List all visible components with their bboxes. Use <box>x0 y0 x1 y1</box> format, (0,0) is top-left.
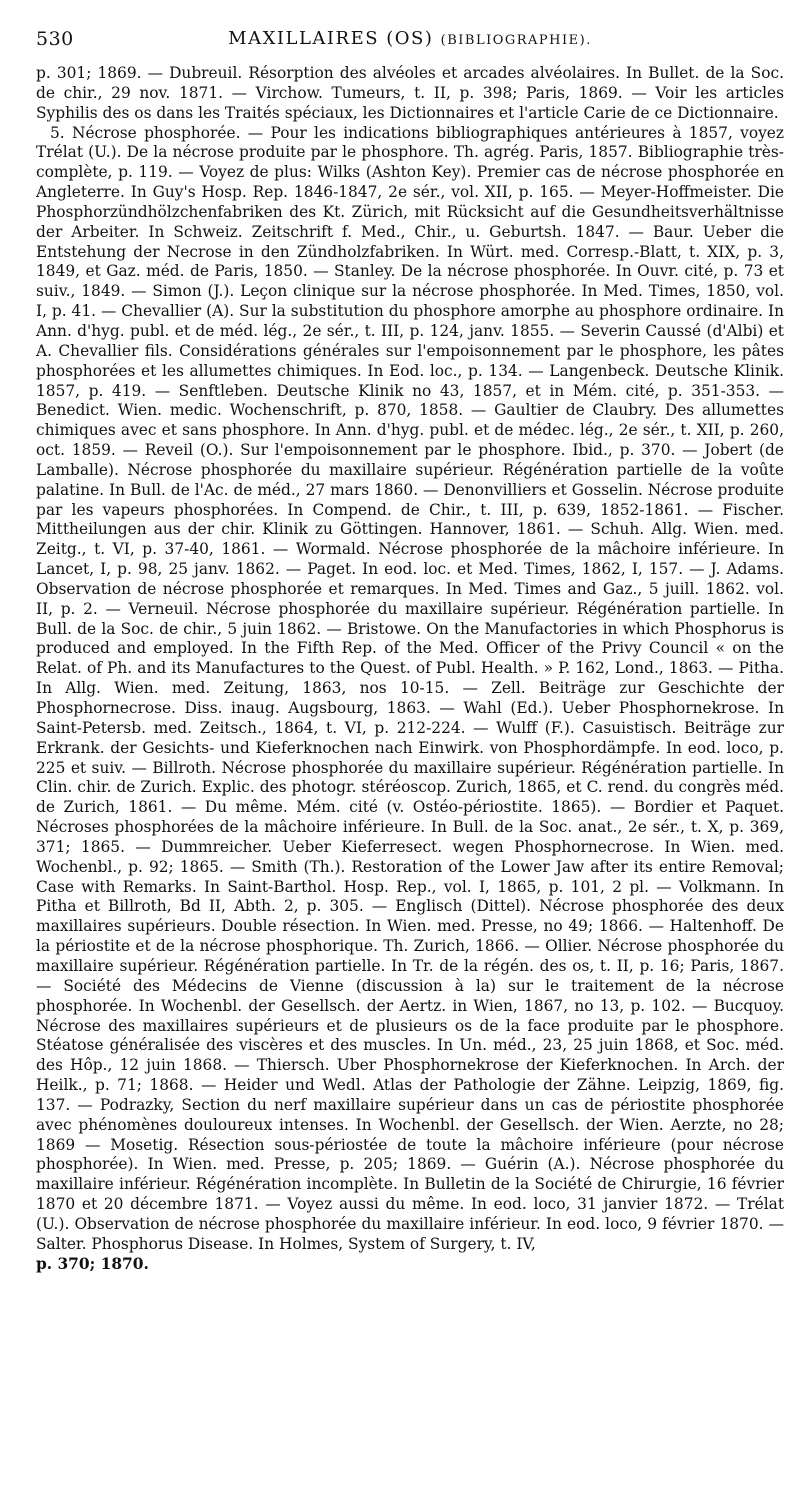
bibliography-paragraph-end: p. 370; 1870. <box>36 1254 149 1273</box>
page-header <box>36 28 784 58</box>
running-title-main: MAXILLAIRES (OS) <box>228 28 434 49</box>
bibliography-text <box>36 64 784 1274</box>
bibliography-paragraph-continued: p. 301; 1869. — Dubreuil. Résorption des alvéoles et arcades alvéolaires. In Bullet. de la Soc. de chir., 29 nov. 1871. — Virchow. Tumeurs, t. II, p. 398; Paris, 1869. — Voir les articles Syphilis des os dans les Traités spéciaux, les Dictionnaires et l'article Carie de ce Dictionnaire. <box>36 64 784 122</box>
running-title-sub: (BIBLIOGRAPHIE). <box>440 33 592 48</box>
bibliography-paragraph-phosphorus-necrosis: 5. Nécrose phosphorée. — Pour les indications bibliographiques antérieures à 1857, voyez Trélat (U.). De la nécrose produite par le phosphore. Th. agrég. Paris, 1857. Bibliographie très-complète, p. 119. — Voyez de plus: Wilks (Ashton Key). Premier cas de nécrose phosphorée en Angleterre. In Guy's Hosp. Rep. 1846-1847, 2e sér., vol. XII, p. 165. — Meyer-Hoffmeister. Die Phosphorzündhölzchenfabriken des Kt. Zürich, mit Rücksicht auf die Gesundheitsverhältnisse der Arbeiter. In Schweiz. Zeitschrift f. Med., Chir., u. Geburtsh. 1847. — Baur. Ueber die Entstehung der Necrose in den Zündholzfabriken. In Würt. med. Corresp.-Blatt, t. XIX, p. 3, 1849, et Gaz. méd. de Paris, 1850. — Stanley. De la nécrose phosphorée. In Ouvr. cité, p. 73 et suiv., 1849. — Simon (J.). Leçon clinique sur la nécrose phosphorée. In Med. Times, 1850, vol. I, p. 41. — Chevallier (A). Sur la substitution du phosphore amorphe au phosphore ordinaire. In Ann. d'hyg. publ. et de méd. lég., 2e sér., t. III, p. 124, janv. 1855. — Severin Caussé (d'Albi) et A. Chevallier fils. Considérations générales sur l'empoisonnement par le phosphore, les pâtes phosphorées et les allumettes chimiques. In Eod. loc., p. 134. — Langenbeck. Deutsche Klinik. 1857, p. 419. — Senftleben. Deutsche Klinik no 43, 1857, et in Mém. cité, p. 351-353. — Benedict. Wien. medic. Wochenschrift, p. 870, 1858. — Gaultier de Claubry. Des allumettes chimiques avec et sans phosphore. In Ann. d'hyg. publ. et de médec. lég., 2e sér., t. XII, p. 260, oct. 1859. — Reveil (O.). Sur l'empoisonnement par le phosphore. Ibid., p. 370. — Jobert (de Lamballe). Nécrose phosphorée du maxillaire supérieur. Régénération partielle de la voûte palatine. In Bull. de l'Ac. de méd., 27 mars 1860. — Denonvilliers et Gosselin. Nécrose produite par les vapeurs phosphorées. In Compend. de Chir., t. III, p. 639, 1852-1861. — Fischer. Mittheilungen aus der chir. Klinik zu Göttingen. Hannover, 1861. — Schuh. Allg. Wien. med. Zeitg., t. VI, p. 37-40, 1861. — Wormald. Nécrose phosphorée de la mâchoire inférieure. In Lancet, I, p. 98, 25 janv. 1862. — Paget. In eod. loc. et Med. Times, 1862, I, 157. — J. Adams. Observation de nécrose phosphorée et remarques. In Med. Times and Gaz., 5 juill. 1862. vol. II, p. 2. — Verneuil. Nécrose phosphorée du maxillaire supérieur. Régénération partielle. In Bull. de la Soc. de chir., 5 juin 1862. — Bristowe. On the Manufactories in which Phosphorus is produced and employed. In the Fifth Rep. of the Med. Officer of the Privy Council « on the Relat. of Ph. and its Manufactures to the Quest. of Publ. Health. » P. 162, Lond., 1863. — Pitha. In Allg. Wien. med. Zeitung, 1863, nos 10-15. — Zell. Beiträge zur Geschichte der Phosphornecrose. Diss. inaug. Augsbourg, 1863. — Wahl (Ed.). Ueber Phosphornekrose. In Saint-Petersb. med. Zeitsch., 1864, t. VI, p. 212-224. — Wulff (F.). Casuistisch. Beiträge zur Erkrank. der Gesichts- und Kieferknochen nach Einwirk. von Phosphordämpfe. In eod. loco, p. 225 et suiv. — Billroth. Nécrose phosphorée du maxillaire supérieur. Régénération partielle. In Clin. chir. de Zurich. Explic. des photogr. stéréoscop. Zurich, 1865, et C. rend. du congrès méd. de Zurich, 1861. — Du même. Mém. cité (v. Ostéo-périostite. 1865). — Bordier et Paquet. Nécroses phosphorées de la mâchoire inférieure. In Bull. de la Soc. anat., 2e sér., t. X, p. 369, 371; 1865. — Dummreicher. Ueber Kieferresect. wegen Phosphornecrose. In Wien. med. Wochenbl., p. 92; 1865. — Smith (Th.). Restoration of the Lower Jaw after its entire Removal; Case with Remarks. In Saint-Barthol. Hosp. Rep., vol. I, 1865, p. 101, 2 pl. — Volkmann. In Pitha et Billroth, Bd II, Abth. 2, p. 305. — Englisch (Dittel). Nécrose phosphorée des deux maxillaires supérieurs. Double résection. In Wien. med. Presse, no 49; 1866. — Haltenhoff. De la périostite et de la nécrose phosphorique. Th. Zurich, 1866. — Ollier. Nécrose phosphorée du maxillaire supérieur. Régénération partielle. In Tr. de la régén. des os, t. II, p. 16; Paris, 1867. — Société des Médecins de Vienne (discussion à la) sur le traitement de la nécrose phosphorée. In Wochenbl. der Gesellsch. der Aertz. in Wien, 1867, no 13, p. 102. — Bucquoy. Nécrose des maxillaires supérieurs et de plusieurs os de la face produite par le phosphore. Stéatose généralisée des viscères et des muscles. In Un. méd., 23, 25 juin 1868, et Soc. méd. des Hôp., 12 juin 1868. — Thiersch. Uber Phosphornekrose der Kieferknochen. In Arch. der Heilk., p. 71; 1868. — Heider und Wedl. Atlas der Pathologie der Zähne. Leipzig, 1869, fig. 137. — Podrazky, Section du nerf maxillaire supérieur dans un cas de périostite phosphorée avec phénomènes douloureux intenses. In Wochenbl. der Gesellsch. der Wien. Aerzte, no 28; 1869 — Mosetig. Résection sous-périostée de toute la mâchoire inférieure (pour nécrose phosphorée). In Wien. med. Presse, p. 205; 1869. — Guérin (A.). Nécrose phosphorée du maxillaire inférieur. Régénération incomplète. In Bulletin de la Société de Chirurgie, 16 février 1870 et 20 décembre 1871. — Voyez aussi du même. In eod. loco, 31 janvier 1872. — Trélat (U.). Observation de nécrose phosphorée du maxillaire inférieur. In eod. loco, 9 février 1870. — Salter. Phosphorus Disease. In Holmes, System of Surgery, t. IV, <box>36 123 784 1253</box>
running-title <box>36 28 784 49</box>
page-number: 530 <box>36 28 74 50</box>
